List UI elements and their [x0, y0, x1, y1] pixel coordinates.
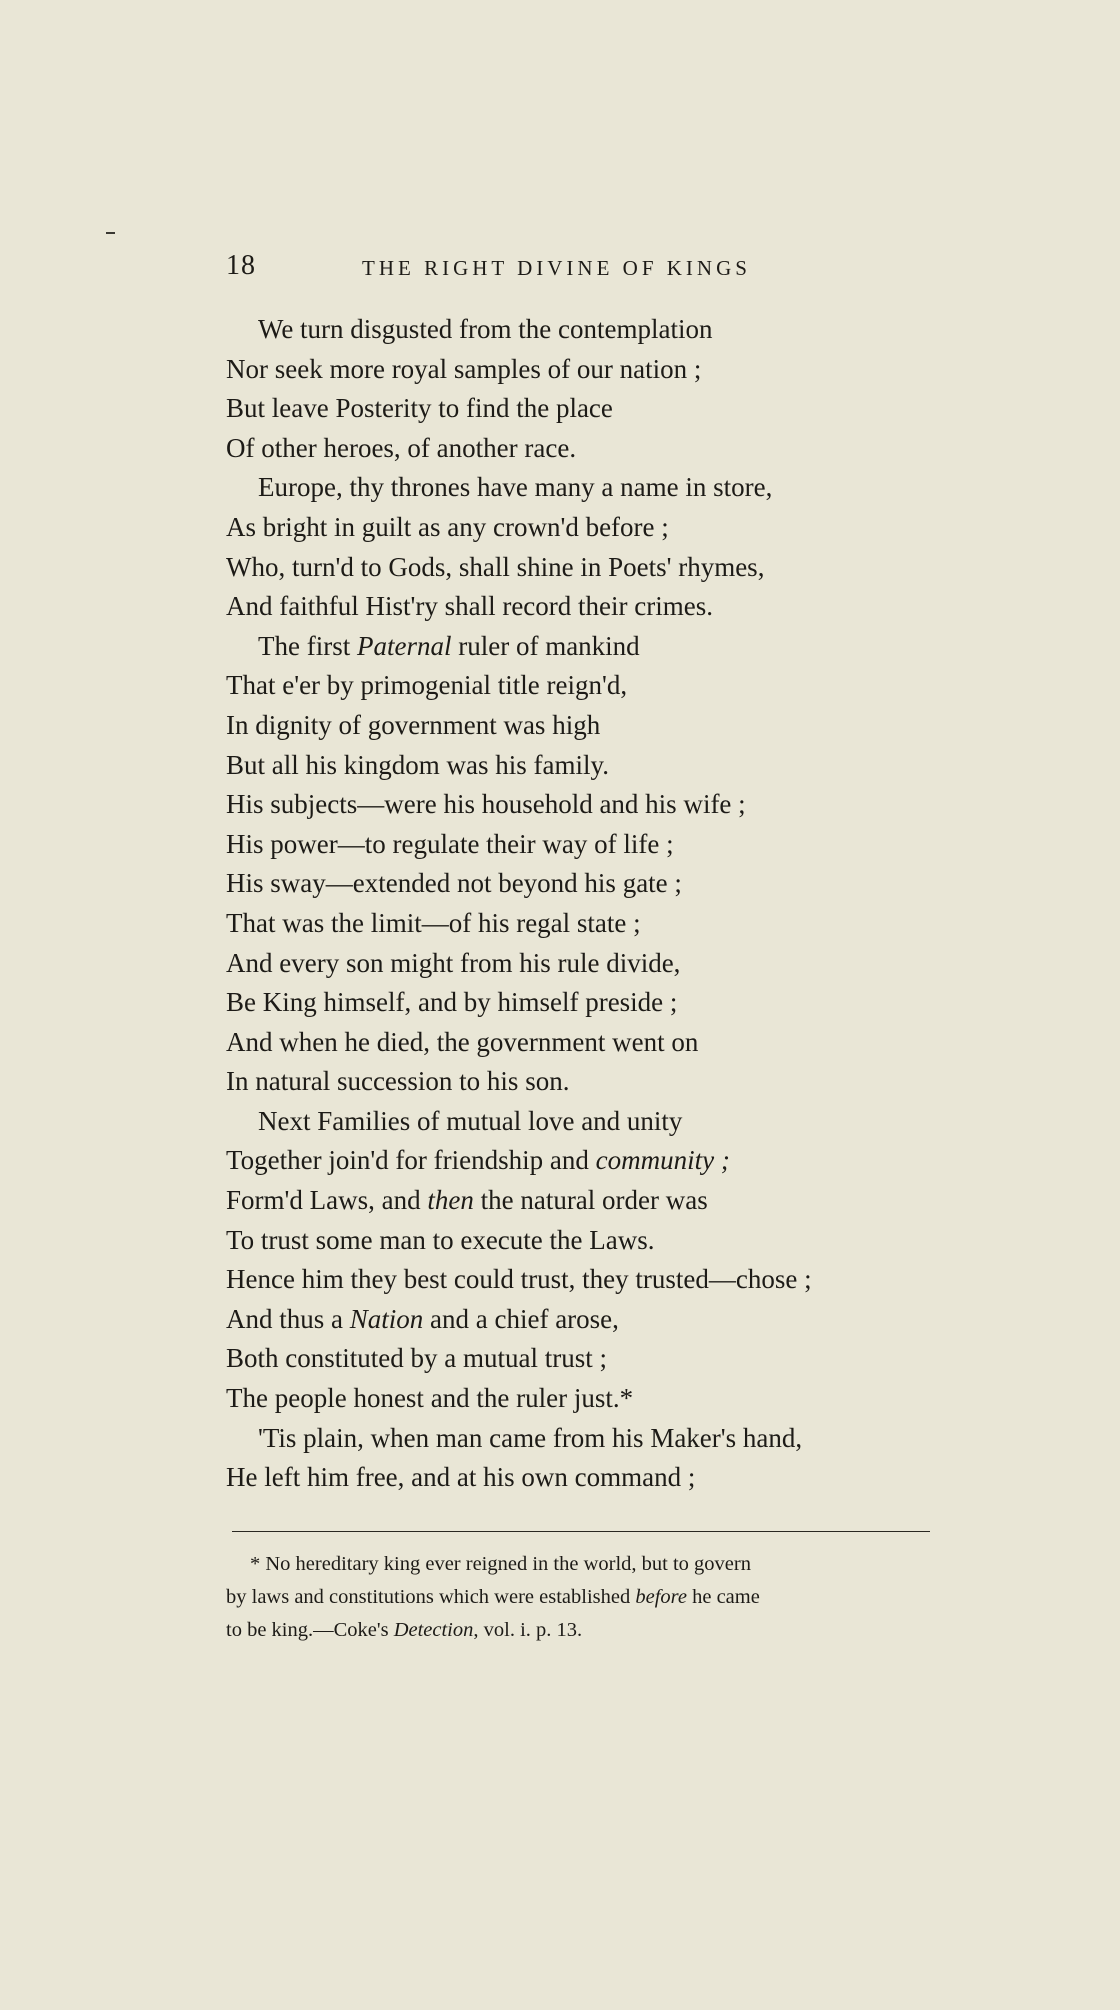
poem-line: Be King himself, and by himself preside ; — [226, 987, 678, 1018]
poem-line: And thus a Nation and a chief arose, — [226, 1303, 619, 1334]
poem-line: Who, turn'd to Gods, shall shine in Poets' rhymes, — [226, 551, 765, 582]
poem-line: Together join'd for friendship and community ; — [226, 1145, 730, 1176]
poem-line: Europe, thy thrones have many a name in store, — [258, 472, 773, 503]
poem-line: The people honest and the ruler just.* — [226, 1383, 634, 1414]
poem-line: And faithful Hist'ry shall record their crimes. — [226, 591, 713, 622]
poem-line: Hence him they best could trust, they trusted—chose ; — [226, 1264, 812, 1295]
italic-word: then — [427, 1185, 474, 1216]
footnote-line: * No hereditary king ever reigned in the world, but to govern — [250, 1553, 751, 1575]
poem-line: In dignity of government was high — [226, 709, 601, 740]
poem-line: His sway—extended not beyond his gate ; — [226, 868, 682, 899]
poem-line: But all his kingdom was his family. — [226, 749, 609, 780]
poem-line: 'Tis plain, when man came from his Maker's hand, — [258, 1422, 803, 1453]
poem-line: But leave Posterity to find the place — [226, 393, 613, 424]
italic-word: Detection — [393, 1619, 474, 1641]
poem-line: Of other heroes, of another race. — [226, 432, 577, 463]
poem-line: That e'er by primogenial title reign'd, — [226, 670, 628, 701]
footnote-line: by laws and constitutions which were established before he came — [226, 1586, 760, 1608]
poem-line: Form'd Laws, and then the natural order was — [226, 1185, 708, 1216]
running-head: THE RIGHT DIVINE OF KINGS — [362, 256, 751, 280]
footnote — [226, 1548, 946, 1647]
footnote-divider — [232, 1531, 930, 1532]
footnote-line: to be king.—Coke's Detection, vol. i. p. 13. — [226, 1619, 583, 1641]
italic-word: community ; — [595, 1145, 730, 1176]
italic-word: before — [635, 1586, 687, 1608]
poem-line: His subjects—were his household and his wife ; — [226, 789, 746, 820]
poem-line: And every son might from his rule divide, — [226, 947, 681, 978]
poem-line: Nor seek more royal samples of our nation ; — [226, 353, 702, 384]
poem-line: He left him free, and at his own command ; — [226, 1462, 696, 1493]
poem-line: The first Paternal ruler of mankind — [258, 630, 640, 661]
poem-line: His power—to regulate their way of life ; — [226, 828, 674, 859]
margin-dash-mark — [106, 232, 115, 234]
poem-line: In natural succession to his son. — [226, 1066, 570, 1097]
italic-word: Paternal — [356, 630, 452, 661]
italic-word: Nation — [349, 1303, 424, 1334]
poem-line: That was the limit—of his regal state ; — [226, 907, 641, 938]
poem-line: We turn disgusted from the contemplation — [258, 314, 713, 344]
poem-line: Both constituted by a mutual trust ; — [226, 1343, 607, 1374]
poem-line: And when he died, the government went on — [226, 1026, 699, 1057]
page-header — [226, 250, 946, 290]
poem-line: As bright in guilt as any crown'd before ; — [226, 511, 669, 542]
poem-line: Next Families of mutual love and unity — [258, 1105, 683, 1136]
page-number: 18 — [226, 250, 256, 281]
poem-body — [226, 310, 966, 1498]
poem-line: To trust some man to execute the Laws. — [226, 1224, 655, 1255]
